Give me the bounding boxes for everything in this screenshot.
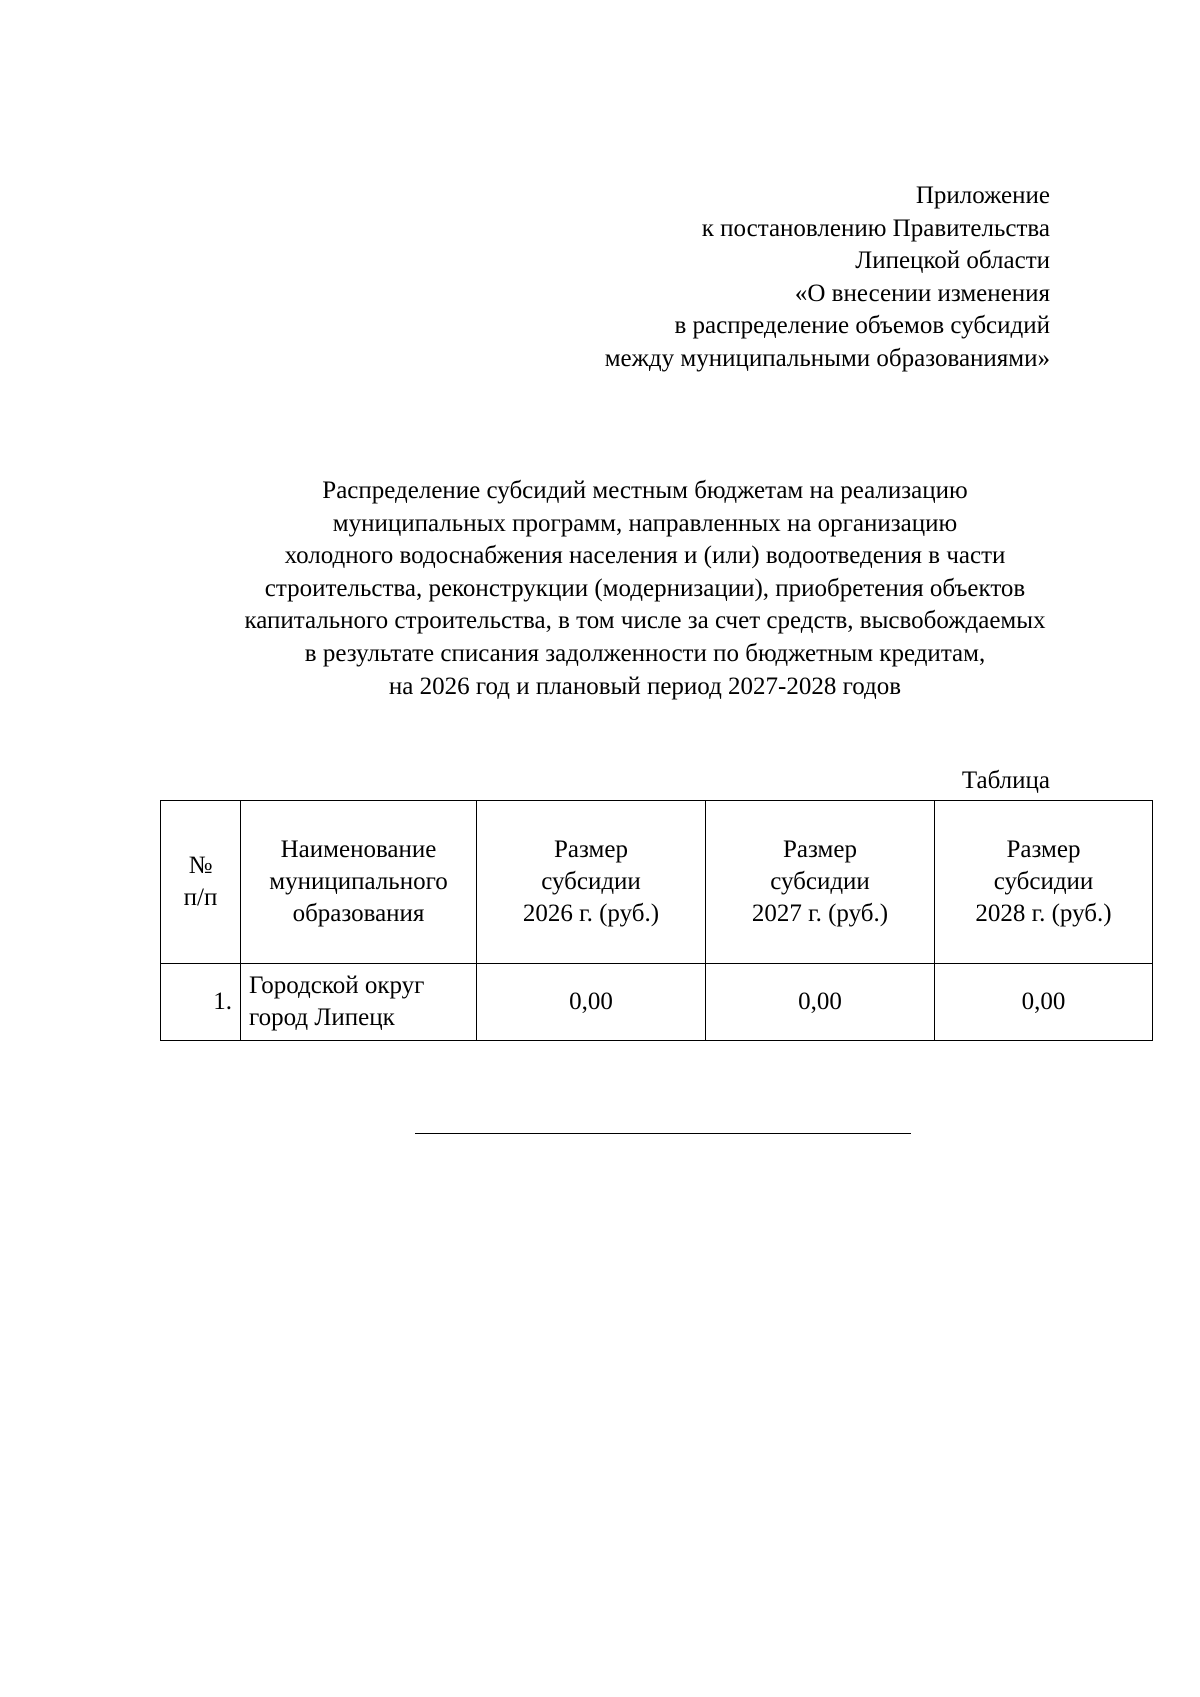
row-subsidy-2026: 0,00 [477, 964, 706, 1041]
title-line: холодного водоснабжения населения и (или) водоотведения в части [284, 542, 1006, 570]
appendix-line: между муниципальными образованиями» [604, 344, 1050, 372]
title-line: строительства, реконструкции (модернизации), приобретения объектов [264, 574, 1026, 602]
title-line: в результате списания задолженности по бюджетным кредитам, [304, 639, 986, 667]
table-caption: Таблица [961, 767, 1050, 794]
title-line: капитального строительства, в том числе за счет средств, высвобождаемых [244, 607, 1046, 635]
header-subsidy-2027: Размер субсидии 2027 г. (руб.) [706, 801, 935, 964]
title-line: на 2026 год и плановый период 2027-2028 годов [388, 672, 902, 700]
title-line: муниципальных программ, направленных на организацию [332, 509, 958, 537]
subsidy-table [160, 800, 1153, 1041]
appendix-line: к постановлению Правительства [701, 214, 1050, 242]
closing-rule [415, 1133, 911, 1134]
table-row [161, 964, 1153, 1041]
appendix-line: Приложение [915, 182, 1050, 209]
row-number: 1. [161, 964, 241, 1041]
row-municipality: Городской округ город Липецк [241, 964, 477, 1041]
document-title [150, 475, 1140, 703]
appendix-block [605, 180, 1050, 375]
header-municipality: Наименование муниципального образования [241, 801, 477, 964]
row-subsidy-2028: 0,00 [935, 964, 1153, 1041]
title-line: Распределение субсидий местным бюджетам на реализацию [322, 477, 968, 504]
appendix-line: Липецкой области [855, 247, 1050, 274]
table-header-row [161, 801, 1153, 964]
header-subsidy-2028: Размер субсидии 2028 г. (руб.) [935, 801, 1153, 964]
header-number: № п/п [161, 801, 241, 964]
appendix-line: «О внесении изменения [794, 279, 1050, 307]
appendix-line: в распределение объемов субсидий [674, 312, 1050, 339]
row-subsidy-2027: 0,00 [706, 964, 935, 1041]
header-subsidy-2026: Размер субсидии 2026 г. (руб.) [477, 801, 706, 964]
